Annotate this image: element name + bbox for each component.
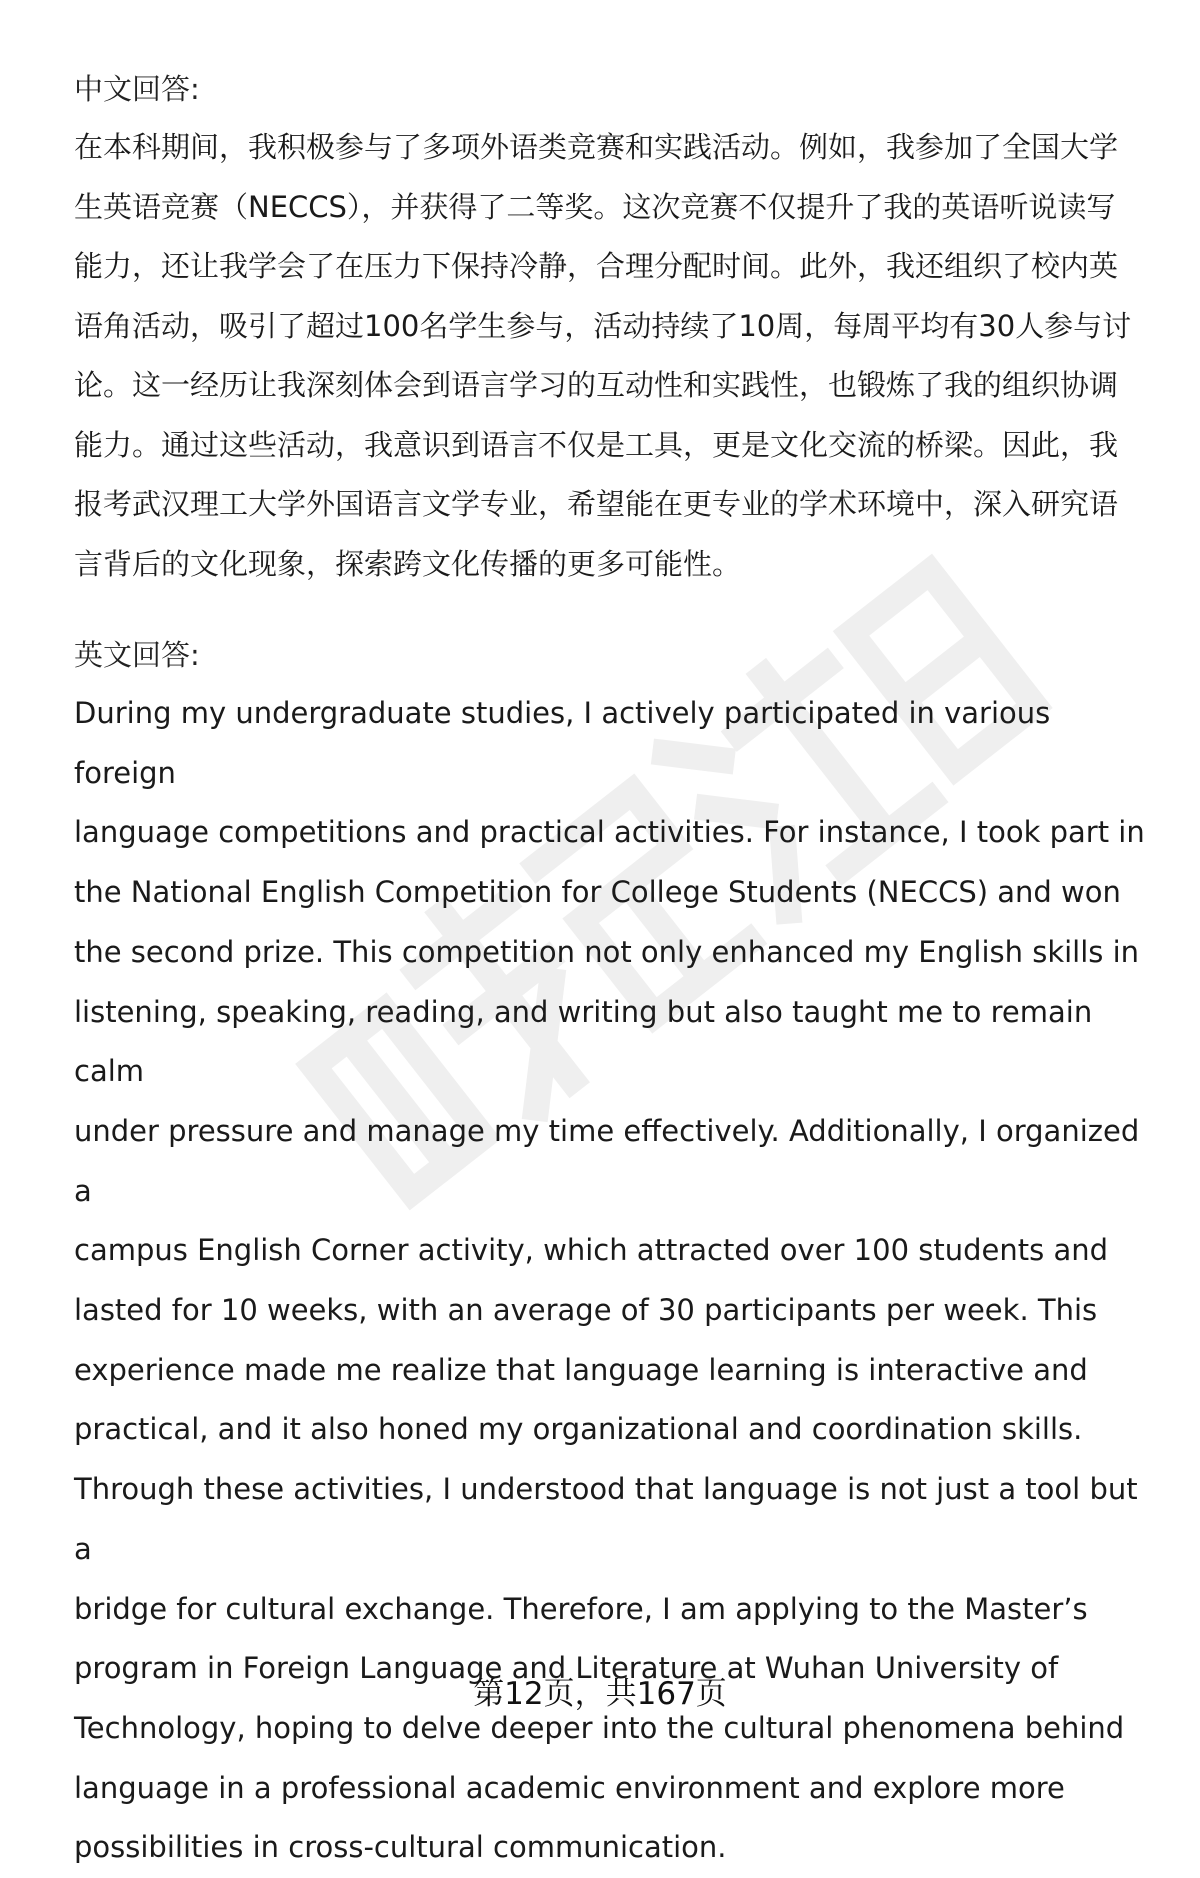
english-answer-line: possibilities in cross-cultural communication.: [74, 1830, 727, 1865]
english-answer-line: program in Foreign Language and Literature at Wuhan University of: [74, 1651, 1059, 1686]
document-body: [74, 60, 1154, 1878]
chinese-answer-line: 能力。通过这些活动，我意识到语言不仅是工具，更是文化交流的桥梁。因此，我: [74, 427, 1119, 462]
english-answer-line: under pressure and manage my time effectively. Additionally, I organized a: [74, 1113, 1140, 1208]
chinese-answer-line: 在本科期间，我积极参与了多项外语类竞赛和实践活动。例如，我参加了全国大学: [74, 130, 1119, 164]
chinese-answer-line: 论。这一经历让我深刻体会到语言学习的互动性和实践性，也锻炼了我的组织协调: [74, 368, 1119, 402]
english-answer-label: 英文回答:: [74, 638, 200, 672]
english-answer-line: language competitions and practical activities. For instance, I took part in: [74, 815, 1145, 850]
english-answer-line: practical, and it also honed my organizational and coordination skills.: [74, 1412, 1083, 1447]
chinese-answer-label: 中文回答:: [74, 72, 200, 106]
chinese-answer-line: 能力，还让我学会了在压力下保持冷静，合理分配时间。此外，我还组织了校内英: [74, 249, 1119, 283]
english-answer-line: language in a professional academic environment and explore more: [74, 1770, 1065, 1805]
chinese-answer-line: 言背后的文化现象，探索跨文化传播的更多可能性。: [74, 546, 742, 581]
english-answer-line: campus English Corner activity, which attracted over 100 students and: [74, 1233, 1109, 1268]
chinese-answer-line: 生英语竞赛（NECCS），并获得了二等奖。这次竞赛不仅提升了我的英语听说读写: [74, 189, 1116, 224]
english-answer-line: During my undergraduate studies, I actively participated in various foreign: [74, 696, 1051, 790]
english-answer-line: Through these activities, I understood that language is not just a tool but a: [74, 1472, 1138, 1566]
english-answer-line: bridge for cultural exchange. Therefore, I am applying to the Master’s: [74, 1591, 1088, 1626]
english-answer-line: the second prize. This competition not only enhanced my English skills in: [74, 934, 1140, 969]
english-answer-line: listening, speaking, reading, and writing but also taught me to remain calm: [74, 994, 1093, 1089]
chinese-answer-line: 报考武汉理工大学外国语言文学专业，希望能在更专业的学术环境中，深入研究语: [74, 487, 1119, 521]
section-spacer: [74, 594, 1154, 626]
chinese-answer-paragraph: [74, 118, 1154, 594]
english-answer-line: the National English Competition for College Students (NECCS) and won: [74, 875, 1121, 910]
chinese-answer-line: 语角活动，吸引了超过100名学生参与，活动持续了10周，每周平均有30人参与讨: [74, 308, 1132, 343]
english-answer-line: Technology, hoping to delve deeper into the cultural phenomena behind: [74, 1710, 1125, 1745]
english-answer-line: lasted for 10 weeks, with an average of 30 participants per week. This: [74, 1293, 1098, 1328]
english-answer-line: experience made me realize that language learning is interactive and: [74, 1352, 1088, 1387]
page-number: 第12页，共167页: [473, 1676, 727, 1712]
